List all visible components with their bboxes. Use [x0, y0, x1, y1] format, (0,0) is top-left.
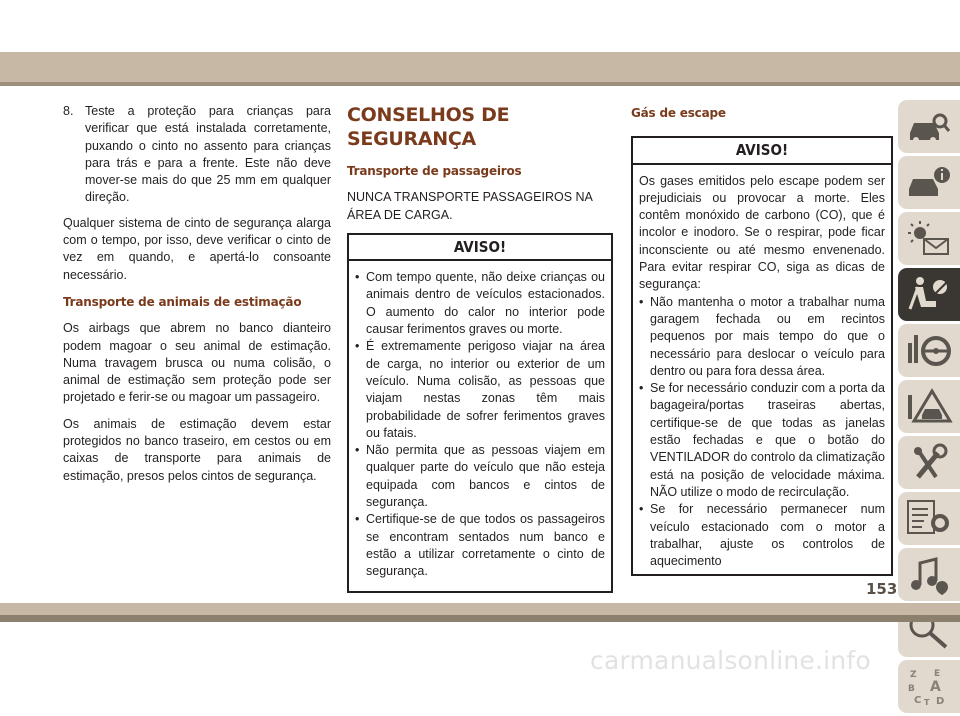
- warning-bullet: • Não permita que as pessoas viajem em qualquer parte do veículo que não esteja equipada com bancos e cintos de segurança.: [355, 443, 605, 510]
- footer-band: [0, 603, 960, 615]
- tab-index[interactable]: [898, 660, 960, 713]
- tab-steering[interactable]: [898, 324, 960, 377]
- list-item-8: [63, 103, 331, 207]
- sun-mail-icon: [906, 219, 952, 259]
- watermark: carmanualsonline.info: [590, 646, 871, 675]
- header-band: [0, 52, 960, 82]
- music-location-icon: [906, 555, 952, 595]
- warning-bullet: • Se for necessário permanecer num veículo estacionado com o motor a trabalhar, ajuste os controlos de aquecimento: [639, 502, 885, 569]
- paragraph-belt: Qualquer sistema de cinto de segurança alarga com o tempo, por isso, deve verificar o cinto de vez em quando, e apertá-lo consoante necessário.: [63, 215, 331, 282]
- warning-body: [633, 165, 891, 575]
- index-letter: T: [924, 698, 930, 707]
- tab-maintenance[interactable]: [898, 436, 960, 489]
- tab-multimedia[interactable]: [898, 548, 960, 601]
- seat-airbag-icon: [906, 275, 952, 315]
- footer-rule: [0, 615, 960, 622]
- wrench-icon: [906, 443, 952, 483]
- index-letter: Z: [910, 670, 917, 680]
- warning-bullet: • Com tempo quente, não deixe crianças ou animais dentro de veículos estacionados. O aumento do calor no interior pode causar ferimentos graves ou morte.: [355, 270, 605, 337]
- top-margin: [0, 0, 960, 52]
- page-number: 153: [866, 580, 898, 598]
- warning-bullet: • Se for necessário conduzir com a porta da bagageira/portas traseiras abertas, certifique-se de que todas as janelas estão fechadas e que o botão do VENTILADOR do controlo da climatização está na posição de velocidade máxima. NÃO utilize o modo de recirculação.: [639, 381, 885, 499]
- tab-car-info[interactable]: [898, 156, 960, 209]
- warning-title: AVISO!: [349, 235, 611, 261]
- paragraph-cargo: NUNCA TRANSPORTE PASSAGEIROS NA ÁREA DE CARGA.: [347, 190, 593, 222]
- car-search-icon: [906, 107, 952, 147]
- index-letter: C: [914, 695, 922, 706]
- tab-safety[interactable]: [898, 268, 960, 321]
- warning-bullet: • É extremamente perigoso viajar na área de carga, no interior ou exterior de um veículo. Numa colisão, as pessoas que viajam nestas zonas têm mais probabilidade de sofrer ferimentos graves ou fatais.: [355, 339, 605, 440]
- paragraph-airbags: Os airbags que abrem no banco dianteiro podem magoar o seu animal de estimação. Numa travagem brusca ou numa colisão, o animal de estimação sem proteção pode ser projetado e ferir-se ou magoar um passageiro.: [63, 321, 331, 405]
- warning-box-passengers: [347, 233, 613, 593]
- list-number: 8.: [63, 104, 74, 118]
- chapter-tabs: [898, 100, 960, 716]
- section-heading-passengers: Transporte de passageiros: [347, 164, 522, 178]
- warning-bullet: • Não mantenha o motor a trabalhar numa garagem fechada ou em recintos pequenos por mais tempo do que o necessário para deslocar o veículo para dentro ou para fora dessa área.: [639, 294, 885, 378]
- header-rule: [0, 82, 960, 86]
- index-letter: A: [930, 679, 941, 695]
- steering-wheel-icon: [906, 331, 952, 371]
- section-heading-exhaust: Gás de escape: [631, 106, 726, 120]
- column-left: [63, 103, 331, 494]
- tab-sun-mail[interactable]: [898, 212, 960, 265]
- warning-box-exhaust: [631, 136, 893, 576]
- tab-warning[interactable]: [898, 380, 960, 433]
- column-right: [631, 103, 893, 576]
- paragraph-pets-rear: Os animais de estimação devem estar protegidos no banco traseiro, em cestos ou em caixas de transporte para animais de estimação, presos pelos cintos de segurança.: [63, 416, 331, 483]
- spec-gear-icon: [906, 499, 952, 539]
- section-heading-pets: Transporte de animais de estimação: [63, 294, 302, 309]
- index-letter: D: [936, 696, 945, 707]
- warning-paragraph: Os gases emitidos pelo escape podem ser prejudiciais ou provocar a morte. Eles contêm monóxido de carbono (CO), que é incolor e inodoro. Se o respirar, pode ficar inconsciente ou até mesmo envenenado. Para evitar respirar CO, siga as dicas de segurança:: [639, 173, 885, 292]
- warning-body: [349, 261, 611, 590]
- tab-car-search[interactable]: [898, 100, 960, 153]
- index-letter: B: [908, 684, 915, 694]
- index-letter: E: [934, 669, 941, 679]
- warning-title: AVISO!: [633, 138, 891, 164]
- warning-bullet: • Certifique-se de que todos os passageiros se encontram sentados num banco e estão a utilizar corretamente o cinto de segurança.: [355, 512, 605, 579]
- section-title: CONSELHOS DE SEGURANÇA: [347, 104, 510, 150]
- tab-specs[interactable]: [898, 492, 960, 545]
- car-info-icon: [906, 163, 952, 203]
- warning-car-icon: [906, 387, 952, 427]
- column-middle: [347, 103, 613, 593]
- list-text: Teste a proteção para crianças para verificar que está instalada corretamente, puxando o cinto no assento para crianças para trás e para a frente. Este não deve mover-se mais do que 25 mm em qualquer direção.: [85, 104, 331, 205]
- index-letters-icon: [906, 667, 952, 707]
